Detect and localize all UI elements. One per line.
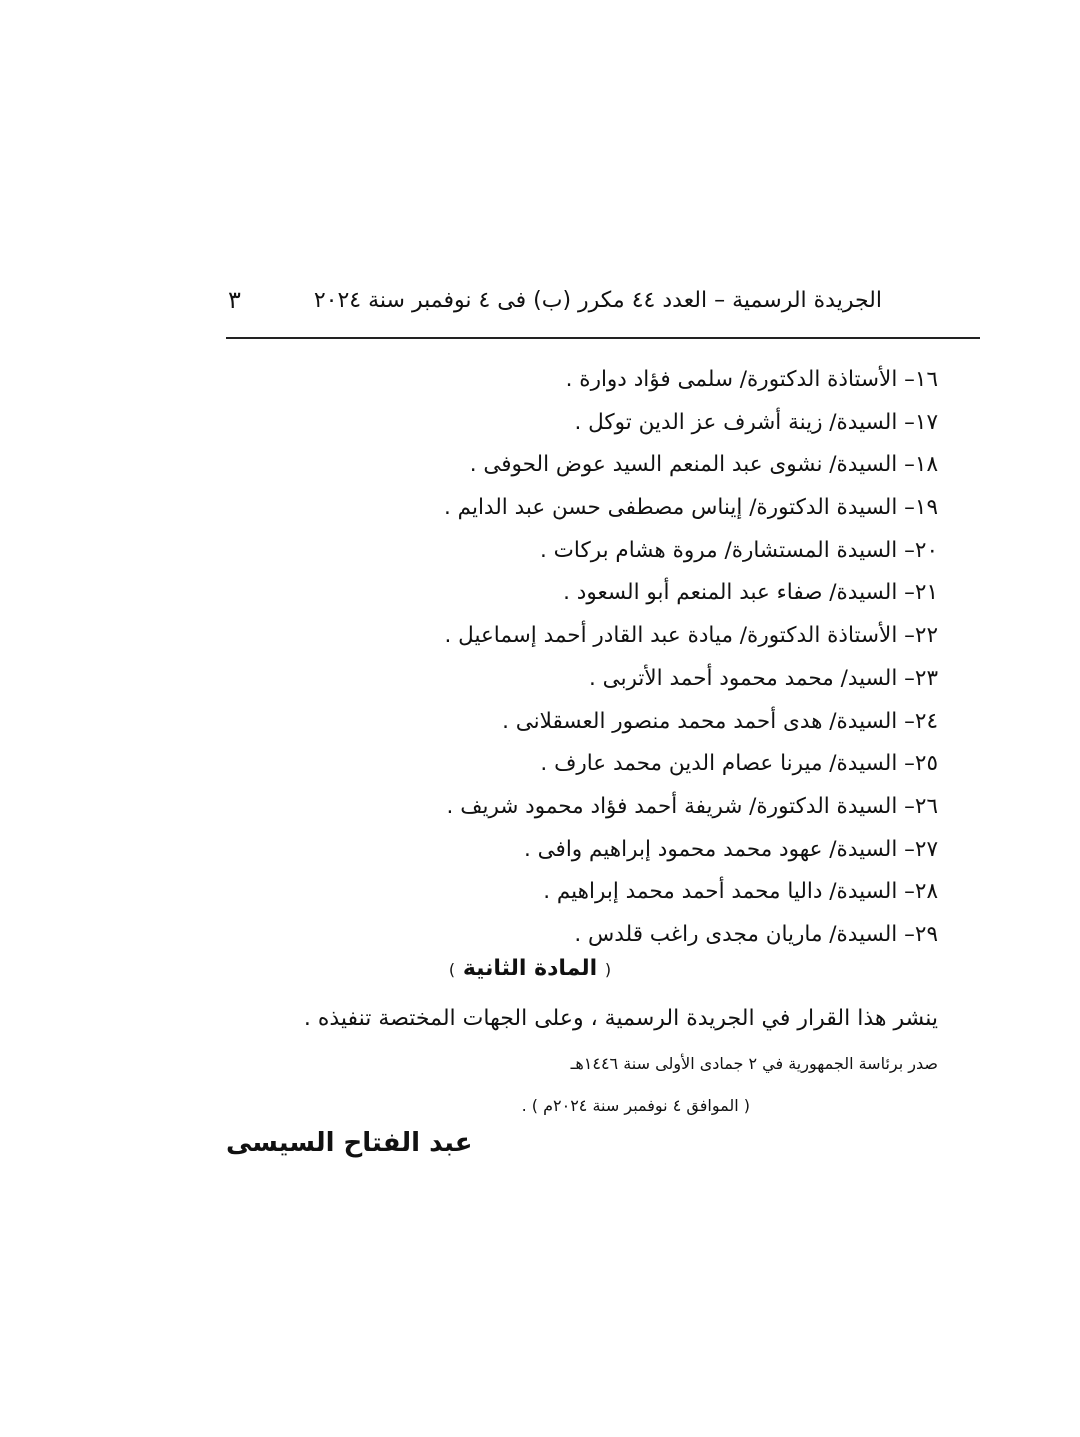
page-header	[226, 284, 980, 324]
list-item: ١٧– السيدة/ زينة أشرف عز الدين توكل .	[218, 402, 938, 445]
member-name: السيدة/ ميرنا عصام الدين محمد عارف .	[540, 751, 898, 777]
list-item: ٢١– السيدة/ صفاء عبد المنعم أبو السعود .	[218, 572, 938, 615]
publish-clause: ينشر هذا القرار في الجريدة الرسمية ، وعلى الجهات المختصة تنفيذه .	[303, 1006, 938, 1031]
article-heading-open-paren: (	[604, 960, 612, 979]
member-number: ٢٢	[914, 623, 938, 649]
article-heading-text: المادة الثانية	[462, 956, 598, 981]
member-number: ٢٤	[914, 708, 938, 734]
member-name: الأستاذة الدكتورة/ ميادة عبد القادر أحمد إسماعيل .	[444, 623, 898, 649]
gazette-header-title: الجريدة الرسمية – العدد ٤٤ مكرر (ب) فى ٤ نوفمبر سنة ٢٠٢٤	[313, 288, 882, 313]
member-number: ٢٦	[914, 793, 938, 819]
list-item: ١٩– السيدة الدكتورة/ إيناس مصطفى حسن عبد الدايم .	[218, 487, 938, 530]
member-number: ٢٨	[914, 879, 938, 905]
list-item: ٢٠– السيدة المستشارة/ مروة هشام بركات .	[218, 530, 938, 573]
issued-date-line: صدر برئاسة الجمهورية في ٢ جمادى الأولى سنة ١٤٤٦هـ	[570, 1054, 938, 1073]
list-item: ٢٩– السيدة/ ماريان مجدى راغب قلدس .	[218, 914, 938, 957]
list-item: ١٨– السيدة/ نشوى عبد المنعم السيد عوض الحوفى .	[218, 444, 938, 487]
member-name: السيدة/ هدى أحمد محمد منصور العسقلانى .	[502, 708, 898, 734]
page-number: ٣	[228, 286, 241, 314]
member-name: السيد/ محمد محمود أحمد الأتربى .	[588, 665, 898, 691]
list-item: ٢٨– السيدة/ داليا محمد أحمد محمد إبراهيم .	[218, 871, 938, 914]
member-number: ٢٣	[914, 665, 938, 691]
list-item: ١٦– الأستاذة الدكتورة/ سلمى فؤاد دوارة .	[218, 359, 938, 402]
member-number: ٢٠	[914, 537, 938, 563]
gregorian-date-line: ( الموافق ٤ نوفمبر سنة ٢٠٢٤م ) .	[521, 1096, 750, 1115]
member-number: ١٩	[914, 495, 938, 521]
list-item: ٢٦– السيدة الدكتورة/ شريفة أحمد فؤاد محمود شريف .	[218, 786, 938, 829]
member-name: السيدة/ نشوى عبد المنعم السيد عوض الحوفى .	[469, 452, 898, 478]
member-number: ١٧	[914, 409, 938, 435]
member-name: السيدة/ داليا محمد أحمد محمد إبراهيم .	[543, 879, 898, 905]
header-divider	[226, 337, 980, 339]
list-item: ٢٣– السيد/ محمد محمود أحمد الأتربى .	[218, 658, 938, 701]
member-number: ٢٧	[914, 836, 938, 862]
list-item: ٢٧– السيدة/ عهود محمد محمود إبراهيم وافى .	[218, 829, 938, 872]
list-item: ٢٢– الأستاذة الدكتورة/ ميادة عبد القادر أحمد إسماعيل .	[218, 615, 938, 658]
member-name: السيدة/ صفاء عبد المنعم أبو السعود .	[563, 580, 898, 606]
article-heading	[380, 956, 680, 981]
member-number: ٢٥	[914, 751, 938, 777]
member-name: السيدة/ عهود محمد محمود إبراهيم وافى .	[523, 836, 898, 862]
list-item: ٢٤– السيدة/ هدى أحمد محمد منصور العسقلانى .	[218, 701, 938, 744]
member-name: الأستاذة الدكتورة/ سلمى فؤاد دوارة .	[565, 367, 898, 392]
signature-name: عبد الفتاح السيسى	[226, 1128, 473, 1158]
member-list	[218, 359, 938, 957]
list-item: ٢٥– السيدة/ ميرنا عصام الدين محمد عارف .	[218, 743, 938, 786]
member-name: السيدة الدكتورة/ إيناس مصطفى حسن عبد الدايم .	[444, 495, 898, 521]
article-heading-close-paren: )	[448, 960, 456, 979]
member-number: ١٦	[914, 367, 938, 392]
member-number: ٢٩	[914, 921, 938, 947]
member-name: السيدة المستشارة/ مروة هشام بركات .	[540, 537, 898, 563]
member-number: ٢١	[914, 580, 938, 606]
member-number: ١٨	[914, 452, 938, 478]
member-name: السيدة الدكتورة/ شريفة أحمد فؤاد محمود شريف .	[446, 793, 898, 819]
member-name: السيدة/ ماريان مجدى راغب قلدس .	[574, 921, 898, 947]
member-name: السيدة/ زينة أشرف عز الدين توكل .	[574, 409, 898, 435]
